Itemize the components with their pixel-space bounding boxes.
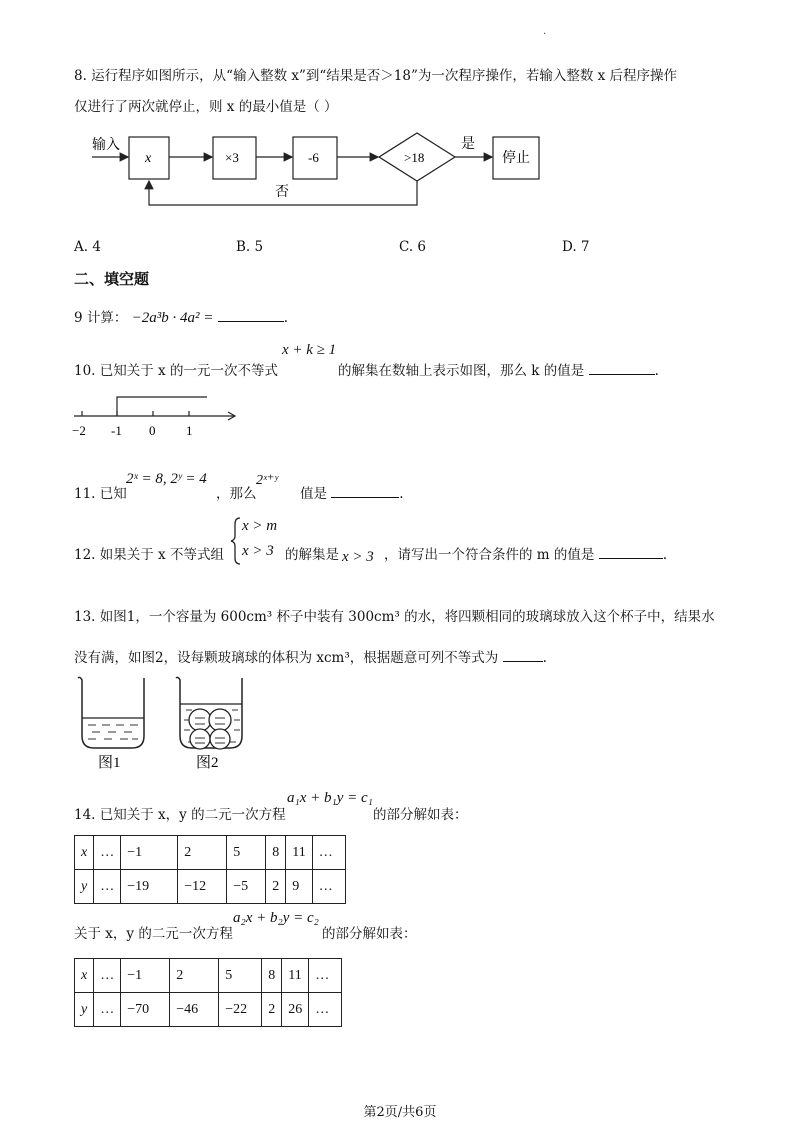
q13-text-line2: 没有满，如图2，设每颗玻璃球的体积为 xcm³，根据题意可列不等式为: [74, 650, 499, 666]
q11-suffix: 值是: [300, 486, 327, 502]
table-cell: x: [75, 836, 94, 870]
table-cell: 9: [286, 870, 312, 904]
q8-option-d: D. 7: [562, 239, 590, 255]
q11-power-expression: 2ˣ⁺ʸ: [256, 473, 278, 488]
table-cell: −1: [121, 836, 178, 870]
table-row: [75, 836, 346, 870]
axis-label-1: 1: [186, 423, 193, 438]
q14-suffix: 的部分解如表：: [373, 807, 468, 823]
axis-label-0: 0: [149, 423, 156, 438]
q10-inequality: x + k ≥ 1: [282, 342, 337, 358]
table-cell: 11: [282, 959, 309, 993]
glass-ball-2: [209, 709, 231, 731]
q8-text-line2: 仅进行了两次就停止，则 x 的最小值是（ ）: [74, 99, 338, 115]
table-cell: 26: [282, 993, 309, 1027]
q13-cup-figures: [70, 674, 270, 774]
table-cell: …: [94, 836, 121, 870]
flow-decision-label: >18: [404, 150, 425, 165]
q9-expression: −2a³b · 4a² =: [131, 310, 214, 326]
table-cell: 5: [227, 836, 266, 870]
table-cell: 8: [262, 959, 282, 993]
page-footer: 第2页/共6页: [363, 1105, 437, 1120]
q11-end: .: [399, 486, 404, 502]
figure1-caption: 图1: [98, 755, 121, 771]
q9-answer-blank[interactable]: [218, 309, 284, 322]
table-cell: …: [94, 993, 121, 1027]
glass-ball-3: [190, 729, 210, 749]
q8-option-b: B. 5: [236, 239, 264, 255]
table-cell: …: [309, 959, 342, 993]
q8-option-c: C. 6: [399, 239, 427, 255]
table-cell: 2: [178, 836, 227, 870]
q12-answer-blank[interactable]: [599, 546, 663, 559]
q12-end: .: [662, 547, 667, 563]
table-cell: …: [94, 870, 121, 904]
q10-number-line: [66, 388, 246, 440]
flow-box-minus6-label: -6: [308, 150, 319, 165]
q14-solution-table-2: [74, 958, 342, 1027]
q10-end: .: [654, 363, 659, 379]
flow-no-label: 否: [275, 185, 289, 200]
q12-system-line1: x > m: [242, 518, 278, 534]
q11-answer-blank[interactable]: [331, 485, 399, 498]
table-cell: …: [94, 959, 121, 993]
table-cell: …: [312, 870, 345, 904]
flow-yes-label: 是: [461, 137, 475, 152]
table-cell: …: [312, 836, 345, 870]
q14-line2-suffix: 的部分解如表：: [322, 926, 417, 942]
table-cell: 5: [219, 959, 262, 993]
solution-ray: [117, 397, 207, 416]
q12-brace: [230, 516, 242, 566]
table-row: [75, 870, 346, 904]
table-cell: 11: [286, 836, 312, 870]
q10-answer-blank[interactable]: [589, 362, 655, 375]
q13-answer-blank[interactable]: [503, 649, 543, 662]
q11-prefix: 11. 已知: [74, 486, 127, 502]
axis-label-neg1: -1: [111, 423, 122, 438]
header-mark: .: [543, 26, 547, 37]
q13-text-line1: 13. 如图1，一个容量为 600cm³ 杯子中装有 300cm³ 的水，将四颗相同的玻璃球放入这个杯子中，结果水: [74, 609, 715, 625]
q11-middle: ，那么: [216, 486, 257, 502]
flow-stop-label: 停止: [502, 151, 530, 166]
figure2-caption: 图2: [196, 755, 219, 771]
flow-box-times3-label: ×3: [225, 150, 239, 165]
q12-middle: 的解集是: [285, 547, 339, 563]
q9-end: .: [283, 310, 289, 326]
glass-ball-4: [210, 729, 230, 749]
q14-line2-prefix: 关于 x，y 的二元一次方程: [74, 926, 233, 942]
q12-system-line2: x > 3: [242, 543, 274, 559]
q13-end: .: [542, 650, 547, 666]
q8-option-a: A. 4: [74, 239, 101, 255]
table-row: [75, 993, 342, 1027]
axis-label-neg2: −2: [72, 423, 86, 438]
figure2-cup-with-balls: [176, 677, 242, 749]
q14-solution-table-1: [74, 835, 346, 904]
q12-suffix: ，请写出一个符合条件的 m 的值是: [384, 547, 595, 563]
table-cell: 2: [266, 870, 286, 904]
q10-suffix: 的解集在数轴上表示如图，那么 k 的值是: [338, 363, 585, 379]
flow-input-label: 输入: [92, 138, 120, 153]
q14-equation1: a₁x + b₁y = c₁: [287, 790, 373, 806]
q8-flowchart: [70, 125, 560, 220]
table-cell: −1: [121, 959, 170, 993]
table-cell: …: [309, 993, 342, 1027]
q9-prefix: 9 计算：: [74, 310, 128, 326]
table-cell: 2: [262, 993, 282, 1027]
figure1-cup: [78, 677, 144, 748]
section-title-fill-in: 二、填空题: [74, 270, 150, 288]
table-cell: x: [75, 959, 94, 993]
table-cell: −5: [227, 870, 266, 904]
table-cell: −22: [219, 993, 262, 1027]
table-cell: y: [75, 870, 94, 904]
table-cell: −46: [170, 993, 219, 1027]
table-cell: −19: [121, 870, 178, 904]
q10-prefix: 10. 已知关于 x 的一元一次不等式: [74, 363, 278, 379]
q12-solution-set: x > 3: [342, 549, 374, 565]
q14-prefix: 14. 已知关于 x，y 的二元一次方程: [74, 807, 286, 823]
table-cell: 8: [266, 836, 286, 870]
table-row: [75, 959, 342, 993]
table-cell: −12: [178, 870, 227, 904]
table-cell: y: [75, 993, 94, 1027]
glass-ball-1: [189, 709, 211, 731]
q14-equation2: a₂x + b₂y = c₂: [233, 910, 319, 926]
q12-prefix: 12. 如果关于 x 不等式组: [74, 547, 224, 563]
q8-text-line1: 8. 运行程序如图所示，从“输入整数 x”到“结果是否＞18”为一次程序操作，若输入整数 x 后程序操作: [74, 68, 678, 84]
table-cell: −70: [121, 993, 170, 1027]
table-cell: 2: [170, 959, 219, 993]
flow-box-x-label: x: [145, 151, 152, 166]
q11-equations: 2ˣ = 8, 2ʸ = 4: [126, 471, 207, 487]
